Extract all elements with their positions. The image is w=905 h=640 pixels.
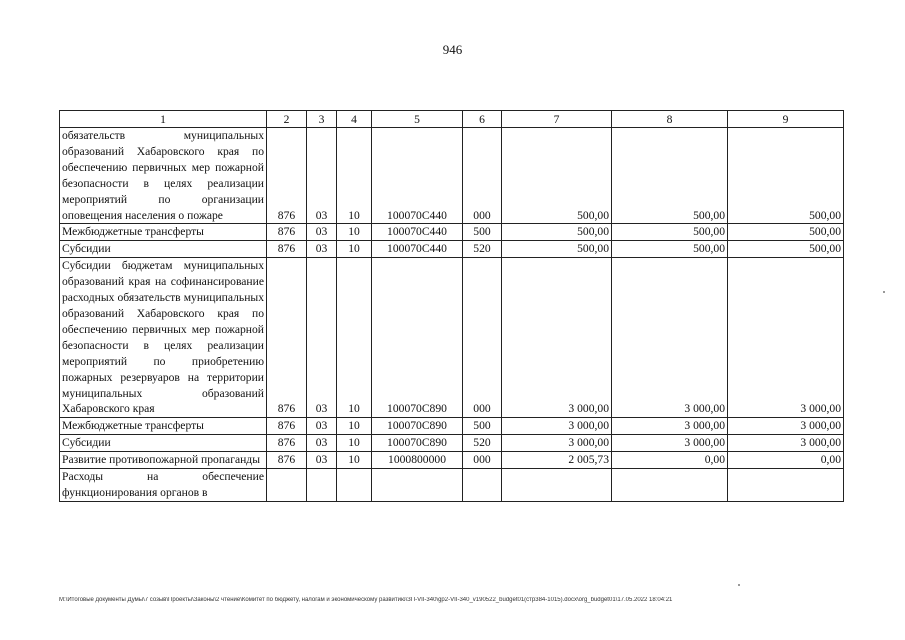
cell-subsection: 10 <box>337 128 372 224</box>
cell-expense-type: 520 <box>463 241 502 258</box>
row-name: обязательств муниципальных образований Хабаровского края по обеспечению первичных мер пожарной безопасности в целях реализации мероприятий по организации оповещения населения о пожаре <box>60 128 267 224</box>
cell-amount-9: 3 000,00 <box>728 435 844 452</box>
table-header <box>60 111 844 128</box>
cell-section: 03 <box>307 128 337 224</box>
header-col-3: 3 <box>307 111 337 128</box>
cell-target-article <box>372 469 463 502</box>
cell-admin-code: 876 <box>267 418 307 435</box>
table-row <box>60 258 844 418</box>
cell-amount-9: 500,00 <box>728 128 844 224</box>
row-name: Межбюджетные трансферты <box>60 224 267 241</box>
cell-amount-7: 3 000,00 <box>502 435 612 452</box>
table-row <box>60 128 844 224</box>
cell-target-article: 100070С440 <box>372 128 463 224</box>
cell-expense-type: 520 <box>463 435 502 452</box>
cell-section <box>307 469 337 502</box>
cell-admin-code: 876 <box>267 241 307 258</box>
cell-subsection: 10 <box>337 435 372 452</box>
cell-section: 03 <box>307 224 337 241</box>
cell-amount-7: 2 005,73 <box>502 452 612 469</box>
cell-amount-8: 3 000,00 <box>612 418 728 435</box>
cell-amount-7 <box>502 469 612 502</box>
header-col-4: 4 <box>337 111 372 128</box>
header-col-2: 2 <box>267 111 307 128</box>
cell-admin-code <box>267 469 307 502</box>
header-col-5: 5 <box>372 111 463 128</box>
row-name: Субсидии бюджетам муниципальных образований края на софинансирование расходных обязательств муниципальных образований Хабаровского края по обеспечению первичных мер пожарной безопасности в целях реализации мероприятий по приобретению пожарных резервуаров на территории муниципальных образований Хабаровского края <box>60 258 267 418</box>
cell-section: 03 <box>307 452 337 469</box>
cell-subsection: 10 <box>337 224 372 241</box>
table-row <box>60 224 844 241</box>
cell-admin-code: 876 <box>267 452 307 469</box>
budget-table <box>59 110 844 502</box>
header-col-9: 9 <box>728 111 844 128</box>
cell-subsection: 10 <box>337 452 372 469</box>
row-name: Субсидии <box>60 241 267 258</box>
cell-amount-8 <box>612 469 728 502</box>
cell-amount-7: 3 000,00 <box>502 418 612 435</box>
cell-target-article: 100070С440 <box>372 241 463 258</box>
header-col-8: 8 <box>612 111 728 128</box>
cell-subsection <box>337 469 372 502</box>
cell-section: 03 <box>307 418 337 435</box>
cell-target-article: 100070С890 <box>372 258 463 418</box>
cell-amount-9: 500,00 <box>728 224 844 241</box>
cell-target-article: 100070С890 <box>372 435 463 452</box>
row-name: Расходы на обеспечение функционирования органов в <box>60 469 267 502</box>
row-name: Субсидии <box>60 435 267 452</box>
cell-amount-8: 500,00 <box>612 224 728 241</box>
cell-section: 03 <box>307 241 337 258</box>
cell-target-article: 1000800000 <box>372 452 463 469</box>
cell-amount-7: 500,00 <box>502 241 612 258</box>
scan-speck <box>738 584 740 586</box>
cell-admin-code: 876 <box>267 224 307 241</box>
cell-amount-7: 500,00 <box>502 128 612 224</box>
cell-subsection: 10 <box>337 258 372 418</box>
cell-expense-type <box>463 469 502 502</box>
footer-file-path: M:\Итоговые документы Думы\7 созыв\Проекты\Законы\2 чтение\Комитет по бюджету, налогам и экономическому развитию\ЗП-VII-340\gp2-VII-340_v190522_budget01(стр384-1015).docx\org_budget01\17.05.2022 18:04:21 <box>59 597 673 603</box>
header-row <box>60 111 844 128</box>
header-col-6: 6 <box>463 111 502 128</box>
cell-amount-9: 0,00 <box>728 452 844 469</box>
cell-section: 03 <box>307 435 337 452</box>
cell-expense-type: 000 <box>463 128 502 224</box>
cell-expense-type: 000 <box>463 452 502 469</box>
cell-amount-9 <box>728 469 844 502</box>
table-row <box>60 469 844 502</box>
cell-subsection: 10 <box>337 418 372 435</box>
table-row <box>60 418 844 435</box>
cell-admin-code: 876 <box>267 258 307 418</box>
page-number: 946 <box>442 42 463 57</box>
table-row <box>60 241 844 258</box>
table-row <box>60 452 844 469</box>
row-name: Развитие противопожарной пропаганды <box>60 452 267 469</box>
cell-amount-8: 500,00 <box>612 241 728 258</box>
cell-section: 03 <box>307 258 337 418</box>
cell-admin-code: 876 <box>267 128 307 224</box>
cell-target-article: 100070С890 <box>372 418 463 435</box>
cell-amount-8: 3 000,00 <box>612 258 728 418</box>
cell-amount-8: 500,00 <box>612 128 728 224</box>
cell-expense-type: 500 <box>463 224 502 241</box>
cell-amount-8: 3 000,00 <box>612 435 728 452</box>
header-col-7: 7 <box>502 111 612 128</box>
cell-amount-9: 500,00 <box>728 241 844 258</box>
cell-expense-type: 000 <box>463 258 502 418</box>
cell-admin-code: 876 <box>267 435 307 452</box>
cell-amount-8: 0,00 <box>612 452 728 469</box>
header-col-1: 1 <box>60 111 267 128</box>
cell-expense-type: 500 <box>463 418 502 435</box>
cell-amount-9: 3 000,00 <box>728 418 844 435</box>
table-body <box>60 128 844 502</box>
cell-amount-7: 3 000,00 <box>502 258 612 418</box>
table-row <box>60 435 844 452</box>
row-name: Межбюджетные трансферты <box>60 418 267 435</box>
scan-speck <box>883 291 885 293</box>
cell-amount-7: 500,00 <box>502 224 612 241</box>
cell-subsection: 10 <box>337 241 372 258</box>
cell-target-article: 100070С440 <box>372 224 463 241</box>
cell-amount-9: 3 000,00 <box>728 258 844 418</box>
